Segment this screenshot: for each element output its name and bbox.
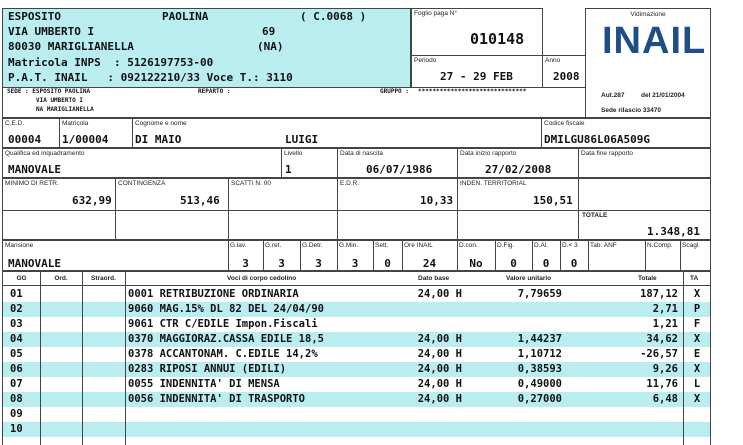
totale-cell: -26,57 <box>640 348 678 360</box>
pat-inail: P.A.T. INAIL : 092122210/33 Voce T.: 3110 <box>8 71 293 84</box>
mansione-col-label: Sett. <box>375 242 389 249</box>
voce-cell: 0370 MAGGIORAZ.CASSA EDILE 18,5 <box>128 333 324 345</box>
aut-number: Aut.287 <box>601 92 625 99</box>
gg-cell: 03 <box>10 318 23 330</box>
ta-header: TA <box>690 275 699 282</box>
anno-value: 2008 <box>553 70 580 83</box>
table-row <box>3 422 710 437</box>
mansione-col-label: D.Fig. <box>497 242 515 249</box>
ta-cell: L <box>693 378 701 390</box>
vidimazione-label: Vidimazione <box>630 11 666 18</box>
ta-cell: P <box>693 303 701 315</box>
mansione-col-label: D.con. <box>459 242 478 249</box>
inizio-value: 27/02/2008 <box>485 163 552 176</box>
periodo-value: 27 - 29 FEB <box>440 70 513 83</box>
base-cell: 24,00 H <box>417 288 462 300</box>
employer-street-number: 69 <box>262 25 276 38</box>
employer-city: 80030 MARIGLIANELLA <box>8 40 134 53</box>
totale-label: TOTALE <box>582 212 608 219</box>
ta-cell: X <box>693 333 701 345</box>
employer-street: VIA UMBERTO I <box>8 25 95 38</box>
totale-header: Totale <box>638 275 657 282</box>
mansione-col-value: 3 <box>278 257 285 270</box>
gg-cell: 01 <box>10 288 23 300</box>
totale-cell: 34,62 <box>646 333 678 345</box>
base-cell: 24,00 H <box>417 363 462 375</box>
contingenza-value: 513,46 <box>180 194 220 207</box>
base-cell: 24,00 H <box>417 378 462 390</box>
sede-city: NA MARIGLIANELLA <box>36 106 94 113</box>
periodo-label: Periodo <box>414 57 437 64</box>
nascita-value: 06/07/1986 <box>366 163 433 176</box>
indennita-value: 150,51 <box>533 194 573 207</box>
qualifica-label: Qualifica ed inquadramento <box>5 150 85 157</box>
totale-cell: 11,76 <box>646 378 678 390</box>
mansione-col-label: Tab. ANF <box>590 242 617 249</box>
voce-cell: 0001 RETRIBUZIONE ORDINARIA <box>128 288 299 300</box>
fine-label: Data fine rapporto <box>581 150 634 157</box>
mansione-col-label: D.< 3 <box>562 242 578 249</box>
voce-cell: 0055 INDENNITA' DI MENSA <box>128 378 280 390</box>
nascita-label: Data di nascita <box>340 150 383 157</box>
gg-cell: 05 <box>10 348 23 360</box>
anno-label: Anno <box>545 57 561 64</box>
mansione-col-value: 24 <box>422 257 437 270</box>
base-cell: 24,00 H <box>417 393 462 405</box>
sede-label: SEDE : ESPOSITO PAOLINA <box>7 88 91 95</box>
inail-logo: INAIL <box>602 20 707 62</box>
mansione-col-value: 0 <box>570 257 578 270</box>
company-code: ( C.0068 ) <box>300 10 367 23</box>
gg-cell: 09 <box>10 408 23 420</box>
sede-rilascio: Sede rilascio 33470 <box>601 107 661 114</box>
livello-label: Livello <box>284 150 303 157</box>
voci-header: Voci di corpo cedolino <box>227 275 297 282</box>
ord-header: Ord. <box>54 275 68 282</box>
mansione-divider <box>588 240 589 271</box>
aut-date: del 21/01/2004 <box>641 92 685 99</box>
totale-cell: 1,21 <box>652 318 678 330</box>
mansione-col-value: 0 <box>384 257 391 270</box>
mansione-col-label: Scagl. <box>682 242 701 249</box>
scatti-label: SCATTI N. 00 <box>231 180 271 187</box>
inps-number: Matricola INPS : 5126197753-00 <box>8 56 214 69</box>
cf-label: Codice fiscale <box>544 120 585 127</box>
voce-cell: 9061 CTR C/EDILE Impon.Fiscali <box>128 318 318 330</box>
mansione-col-value: 0 <box>510 257 517 270</box>
mansione-col-value: 0 <box>542 257 550 270</box>
totale-cell: 9,26 <box>652 363 678 375</box>
unit-cell: 0,27000 <box>517 393 562 405</box>
gg-header: GG <box>16 275 27 282</box>
base-header: Dato base <box>418 275 450 282</box>
cognome-label: Cognome e nome <box>135 120 187 127</box>
unit-cell: 1,10712 <box>517 348 562 360</box>
ced-value: 00004 <box>8 133 42 146</box>
ta-cell: F <box>693 318 701 330</box>
ta-cell: X <box>693 393 701 405</box>
totale-cell: 6,48 <box>652 393 678 405</box>
ced-label: C.E.D. <box>5 120 25 127</box>
mansione-col-label: N.Comp. <box>647 242 673 249</box>
indennita-label: INDEN. TERRITORIAL <box>460 180 527 187</box>
livello-value: 1 <box>285 163 292 176</box>
mansione-col-label: G.Detr. <box>302 242 323 249</box>
mansione-label: Mansione <box>5 242 34 249</box>
unit-cell: 0,49000 <box>517 378 562 390</box>
mansione-col-label: Ore INAIL <box>404 242 433 249</box>
base-cell: 24,00 H <box>417 333 462 345</box>
foglio-label: Foglio paga N° <box>414 10 458 17</box>
mansione-col-label: G.ret. <box>265 242 282 249</box>
mansione-col-value: No <box>469 257 483 270</box>
nome-value: LUIGI <box>285 133 319 146</box>
edr-value: 10,33 <box>420 194 454 207</box>
foglio-number: 010148 <box>470 30 525 48</box>
sede-street: VIA UMBERTO I <box>36 97 83 104</box>
mansione-col-label: D.Al. <box>534 242 549 249</box>
contingenza-label: CONTINGENZA <box>118 180 166 187</box>
totale-cell: 2,71 <box>652 303 678 315</box>
base-cell: 24,00 H <box>417 348 462 360</box>
voce-cell: 9060 MAG.15% DL 82 DEL 24/04/90 <box>128 303 324 315</box>
edr-label: E.D.R. <box>340 180 360 187</box>
mansione-col-value: 3 <box>242 257 249 270</box>
mansione-col-value: 3 <box>315 257 322 270</box>
unit-header: Valore unitario <box>506 275 552 282</box>
minimo-label: MINIMO DI RETR. <box>5 180 59 187</box>
matricola-label: Matricola <box>62 120 89 127</box>
employer-name-first: ESPOSITO <box>8 10 61 23</box>
qualifica-value: MANOVALE <box>8 163 61 176</box>
gg-cell: 10 <box>10 423 23 435</box>
mansione-col-label: G.lav. <box>230 242 247 249</box>
unit-cell: 1,44237 <box>517 333 562 345</box>
reparto-label: REPARTO : <box>198 88 231 95</box>
mansione-value: MANOVALE <box>8 257 61 270</box>
ta-cell: X <box>693 363 701 375</box>
table-row <box>3 407 710 422</box>
matricola-value: 1/00004 <box>62 133 109 146</box>
employer-province: (NA) <box>257 40 284 53</box>
straord-header: Straord. <box>91 275 116 282</box>
cognome-value: DI MAIO <box>135 133 182 146</box>
mansione-divider <box>645 240 646 271</box>
ta-cell: E <box>693 348 701 360</box>
gg-cell: 04 <box>10 333 23 345</box>
mansione-col-label: G.Min. <box>339 242 359 249</box>
cf-value: DMILGU86L06A509G <box>544 133 650 146</box>
mansione-divider <box>680 240 681 271</box>
minimo-value: 632,99 <box>72 194 112 207</box>
gg-cell: 06 <box>10 363 23 375</box>
mansione-col-value: 3 <box>351 257 359 270</box>
totale-cell: 187,12 <box>640 288 678 300</box>
unit-cell: 0,38593 <box>517 363 562 375</box>
gg-cell: 07 <box>10 378 23 390</box>
gg-cell: 02 <box>10 303 23 315</box>
ta-cell: X <box>693 288 701 300</box>
inizio-label: Data inizio rapporto <box>460 150 517 157</box>
voce-cell: 0056 INDENNITA' DI TRASPORTO <box>128 393 306 405</box>
voce-cell: 0378 ACCANTONAM. C.EDILE 14,2% <box>128 348 318 360</box>
voce-cell: 0283 RIPOSI ANNUI (EDILI) <box>128 363 287 375</box>
gruppo-value: ****************************** <box>418 88 527 95</box>
gg-cell: 08 <box>10 393 23 405</box>
unit-cell: 7,79659 <box>517 288 562 300</box>
gruppo-label: GRUPPO : <box>380 88 409 95</box>
employer-name-second: PAOLINA <box>162 10 209 23</box>
totale-value: 1.348,81 <box>647 225 700 238</box>
